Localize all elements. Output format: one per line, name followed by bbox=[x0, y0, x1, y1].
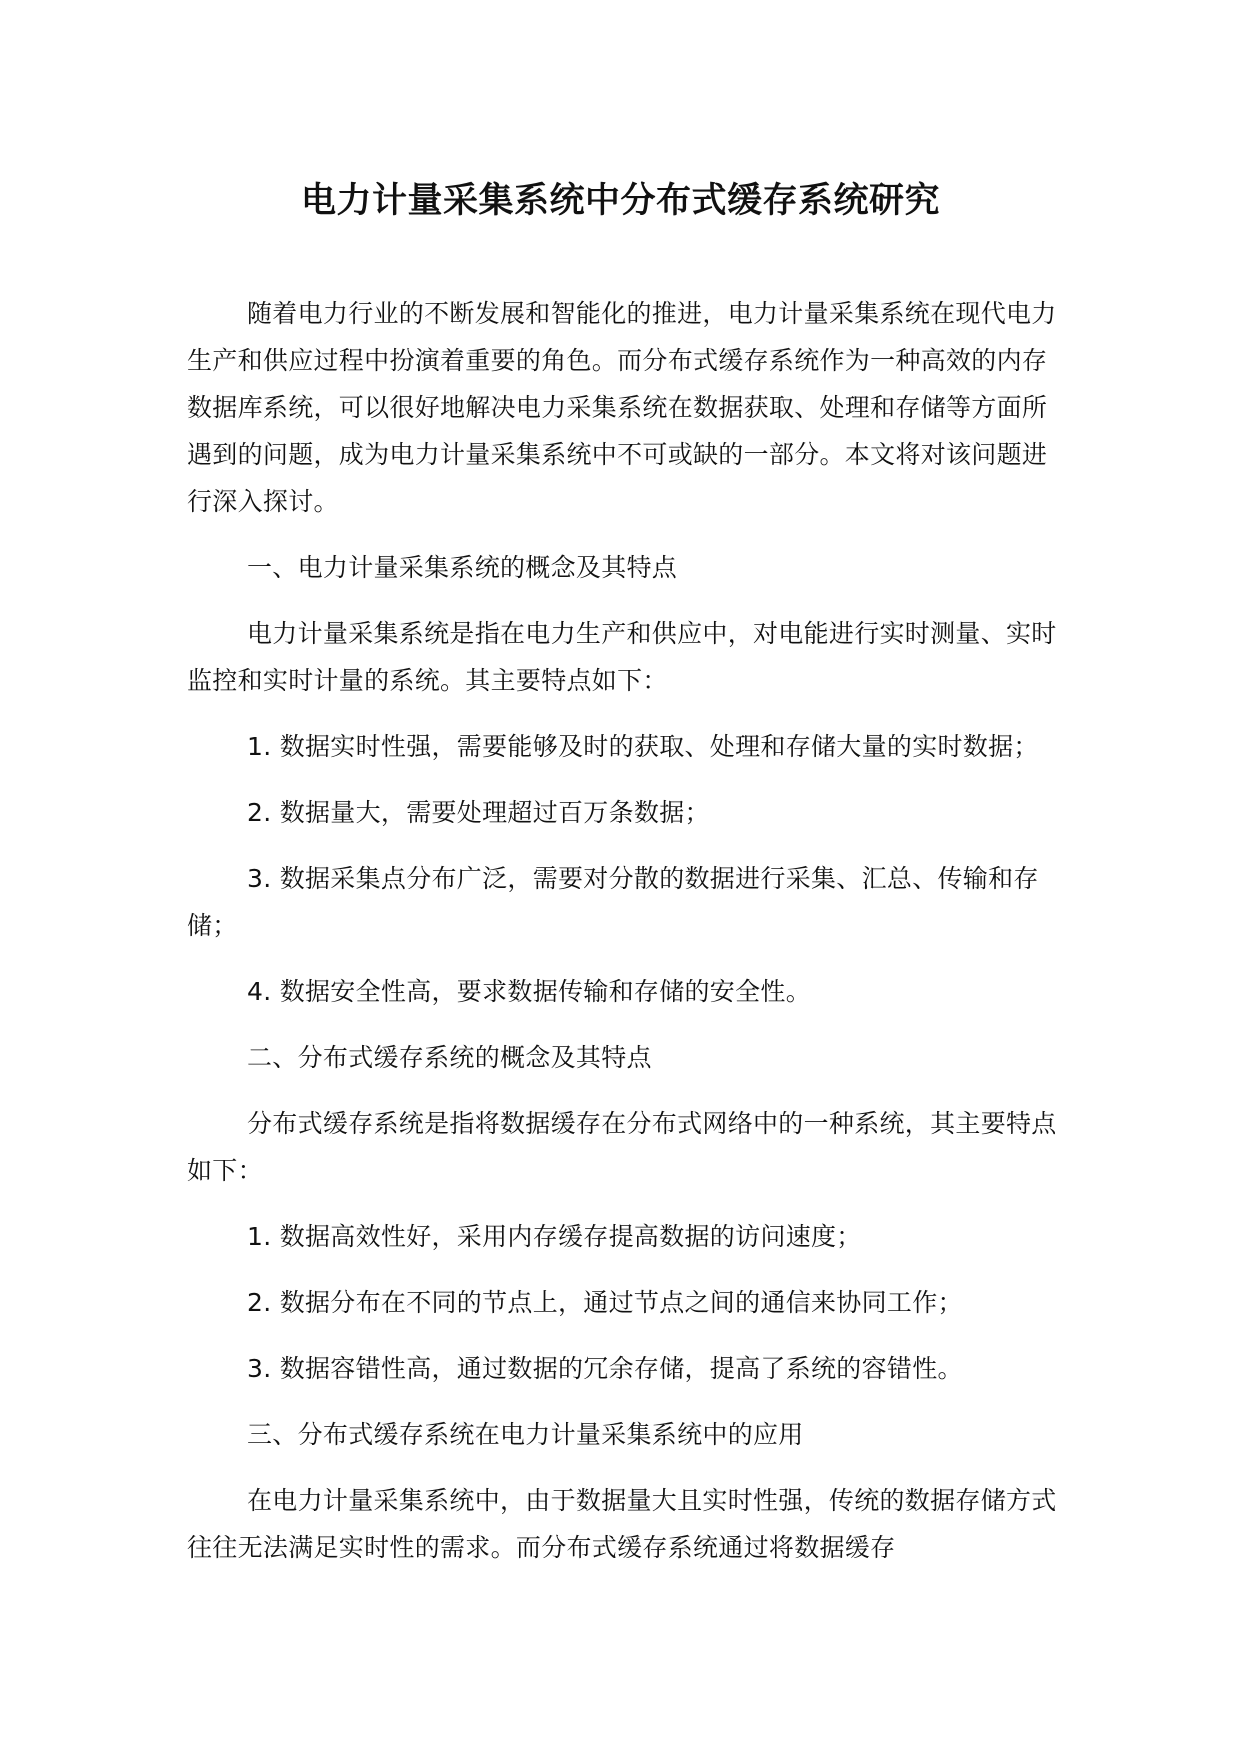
list-item: 3. 数据采集点分布广泛，需要对分散的数据进行采集、汇总、传输和存储； bbox=[187, 864, 1039, 940]
list-item: 4. 数据安全性高，要求数据传输和存储的安全性。 bbox=[247, 977, 812, 1006]
section-heading-1: 一、电力计量采集系统的概念及其特点 bbox=[247, 553, 678, 582]
intro-paragraph: 随着电力行业的不断发展和智能化的推进，电力计量采集系统在现代电力生产和供应过程中扮演着重要的角色。而分布式缓存系统作为一种高效的内存数据库系统，可以很好地解决电力采集系统在数据获取、处理和存储等方面所遇到的问题，成为电力计量采集系统中不可或缺的一部分。本文将对该问题进行深入探讨。 bbox=[187, 299, 1057, 516]
list-item: 3. 数据容错性高，通过数据的冗余存储，提高了系统的容错性。 bbox=[247, 1354, 963, 1383]
section-heading-3: 三、分布式缓存系统在电力计量采集系统中的应用 bbox=[247, 1420, 804, 1449]
section-2-intro: 分布式缓存系统是指将数据缓存在分布式网络中的一种系统，其主要特点如下： bbox=[187, 1109, 1057, 1185]
list-item: 1. 数据高效性好，采用内存缓存提高数据的访问速度； bbox=[247, 1222, 862, 1251]
section-3-paragraph: 在电力计量采集系统中，由于数据量大且实时性强，传统的数据存储方式往往无法满足实时性的需求。而分布式缓存系统通过将数据缓存 bbox=[187, 1486, 1057, 1562]
list-item: 2. 数据量大，需要处理超过百万条数据； bbox=[247, 798, 710, 827]
list-item: 2. 数据分布在不同的节点上，通过节点之间的通信来协同工作； bbox=[247, 1288, 963, 1317]
document-title: 电力计量采集系统中分布式缓存系统研究 bbox=[300, 181, 940, 221]
list-item: 1. 数据实时性强，需要能够及时的获取、处理和存储大量的实时数据； bbox=[247, 732, 1039, 761]
section-1-intro: 电力计量采集系统是指在电力生产和供应中，对电能进行实时测量、实时监控和实时计量的系统。其主要特点如下： bbox=[187, 619, 1057, 695]
section-heading-2: 二、分布式缓存系统的概念及其特点 bbox=[247, 1043, 652, 1072]
document-body bbox=[187, 290, 1067, 1590]
